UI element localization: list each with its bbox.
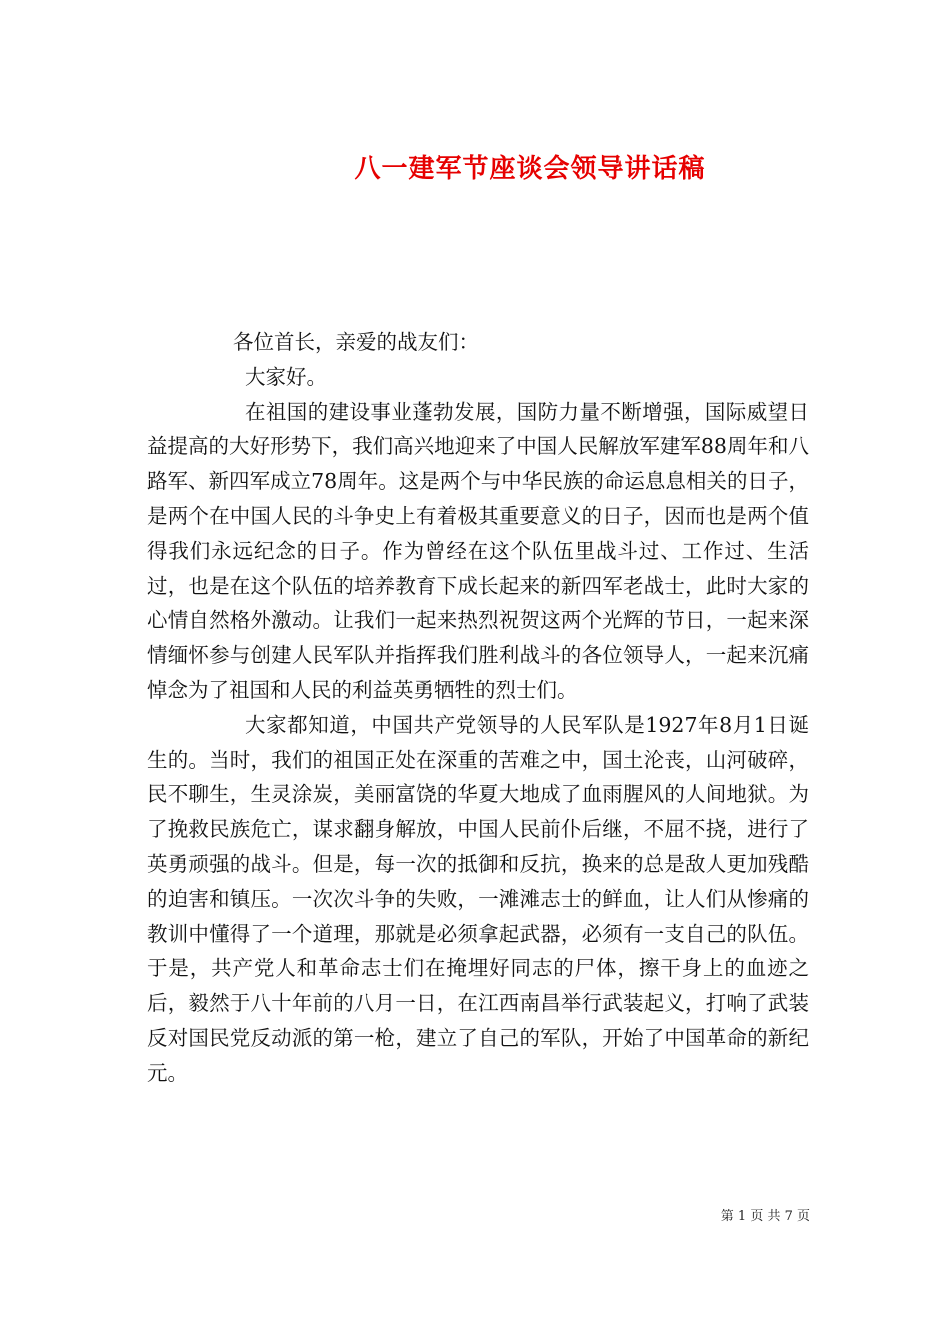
salutation: 各位首长，亲爱的战友们：	[233, 330, 479, 354]
page-footer: 第 1 页 共 7 页	[720, 1209, 810, 1224]
greeting: 大家好。	[245, 364, 327, 389]
paragraph: 大家都知道，中国共产党领导的人民军队是1927年8月1日诞生的。当时，我们的祖国正处在深重的苦难之中，国土沦丧，山河破碎，民不聊生，生灵涂炭，美丽富饶的华夏大地成了血雨腥风的人间地狱。为了挽救民族危亡，谋求翻身解放，中国人民前仆后继，不屈不挠，进行了英勇顽强的战斗。但是，每一次的抵御和反抗，换来的总是敌人更加残酷的迫害和镇压。一次次斗争的失败，一滩滩志士的鲜血，让人们从惨痛的教训中懂得了一个道理，那就是必须拿起武器，必须有一支自己的队伍。于是，共产党人和革命志士们在掩埋好同志的尸体，擦干身上的血迹之后，毅然于八十年前的八月一日，在江西南昌举行武装起义，打响了武装反对国民党反动派的第一枪，建立了自己的军队，开始了中国革命的新纪元。	[147, 712, 809, 1085]
document-body	[147, 325, 809, 1091]
paragraph: 在祖国的建设事业蓬勃发展，国防力量不断增强，国际威望日益提高的大好形势下，我们高兴地迎来了中国人民解放军建军88周年和八路军、新四军成立78周年。这是两个与中华民族的命运息息相关的日子，是两个在中国人民的斗争史上有着极其重要意义的日子，因而也是两个值得我们永远纪念的日子。作为曾经在这个队伍里战斗过、工作过、生活过，也是在这个队伍的培养教育下成长起来的新四军老战士，此时大家的心情自然格外激动。让我们一起来热烈祝贺这两个光辉的节日，一起来深情缅怀参与创建人民军队并指挥我们胜利战斗的各位领导人，一起来沉痛悼念为了祖国和人民的利益英勇牺牲的烈士们。	[147, 399, 809, 702]
document-title: 八一建军节座谈会领导讲话稿	[354, 154, 706, 185]
